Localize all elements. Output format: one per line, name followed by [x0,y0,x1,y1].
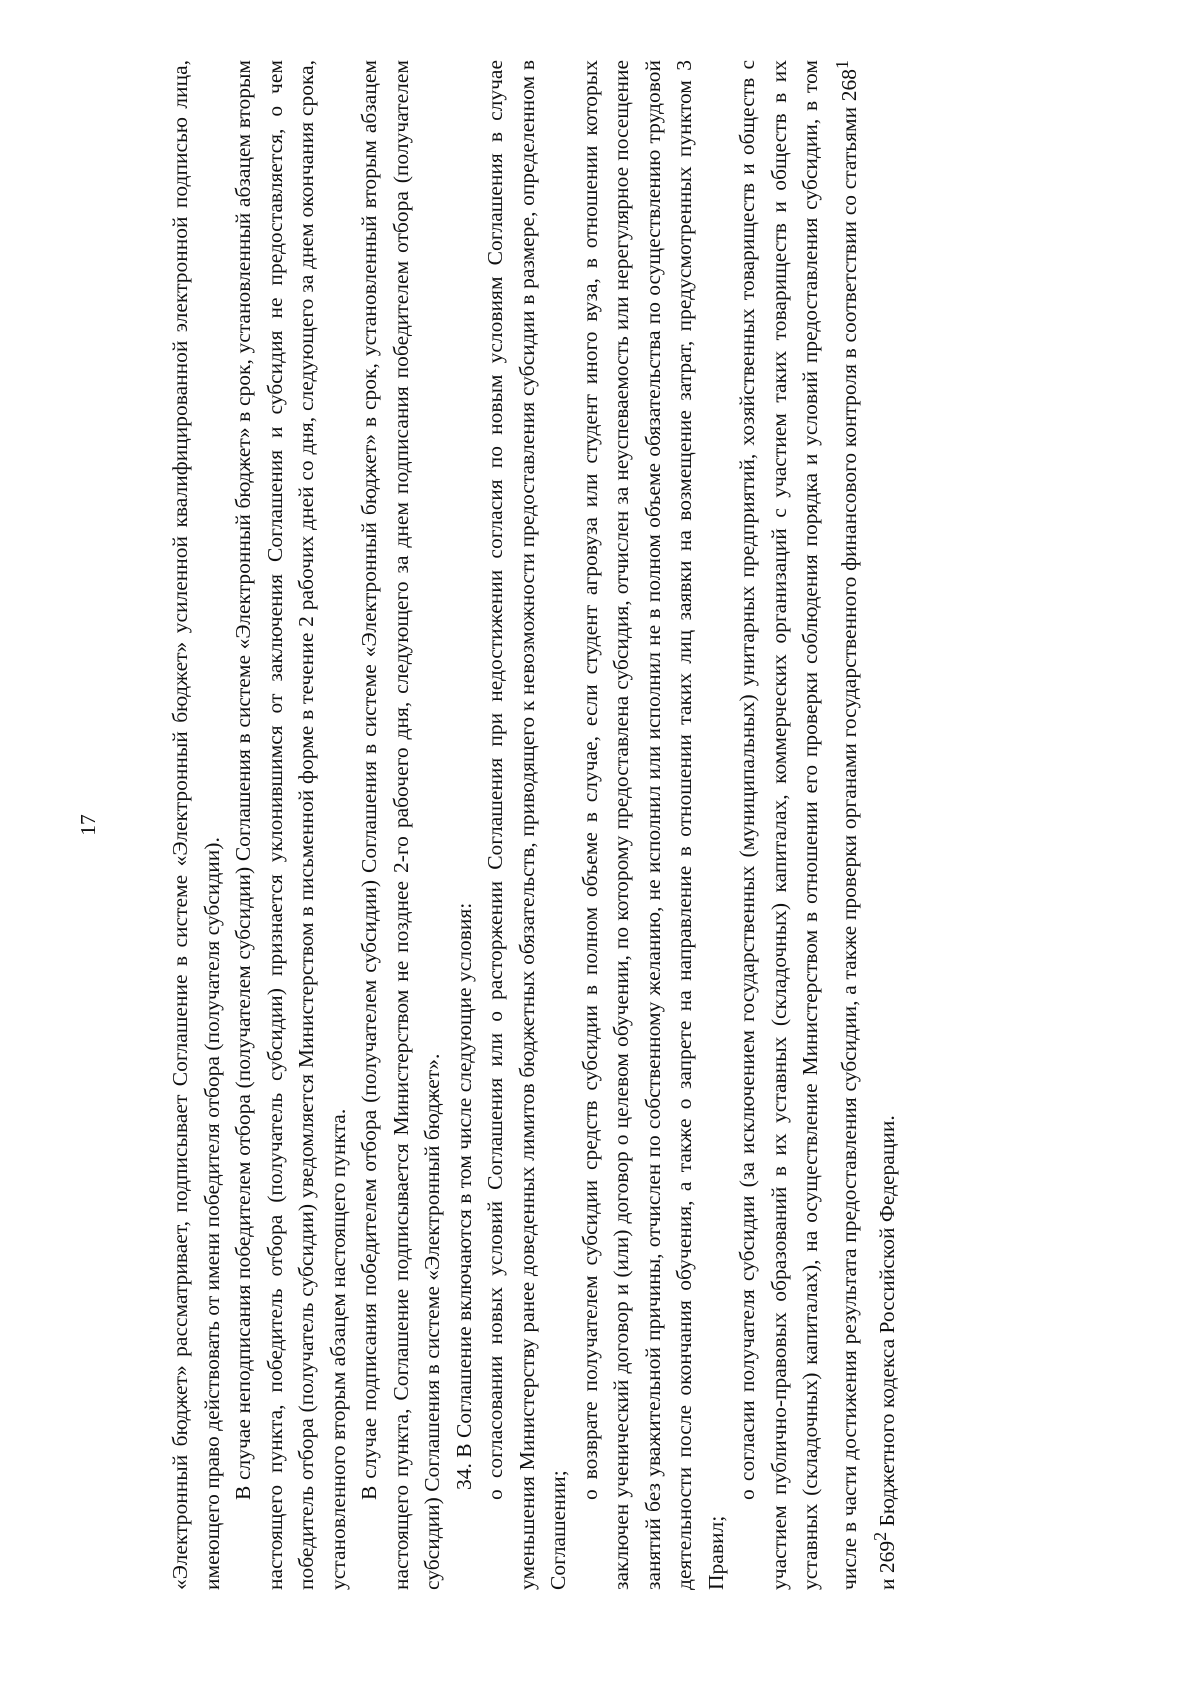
paragraph-5: о согласовании новых условий Соглашения или о расторжении Соглашения при недостижении согласия по новым условиям Соглашения в случае уменьшения Министерству ранее доведенных лимитов бюджетных обязательств, приводящего к невозможности предоставления субсидии в размере, определенном в Соглашении; [483,60,570,1590]
paragraph-7-text-a: о согласии получателя субсидии (за исключением государственных (муниципальных) унитарных предприятий, хозяйственных товариществ и обществ с участием публично-правовых образований в их уставных (складочных) капиталах, коммерческих организаций с участием таких товариществ и обществ в их уставных (складочных) капиталах), на осуществление Министерством в отношении его проверки соблюдения порядка и условий предоставления субсидии, в том числе в части достижения результата предоставления субсидии, а также проверки органами государственного финансового контроля в соответствии со статьями 268 [735,60,861,1590]
paragraph-3: В случае подписания победителем отбора (получателем субсидии) Соглашения в системе «Электронный бюджет» в срок, установленный вторым абзацем настоящего пункта, Соглашение подписывается Министерством не позднее 2-го рабочего дня, следующего за днем подписания победителем отбора (получателем субсидии) Соглашения в системе «Электронный бюджет». [357,60,444,1590]
paragraph-6: о возврате получателем субсидии средств субсидии в полном объеме в случае, если студент агровуза или студент иного вуза, в отношении которых заключен ученический договор и (или) договор о целевом обучении, по которому предоставлена субсидия, отчислен за неуспеваемость или нерегулярное посещение занятий без уважительной причины, отчислен по собственному желанию, не исполнил или исполнил не в полном объеме обязательства по осуществлению трудовой деятельности после окончания обучения, а также о запрете на направление в отношении таких лиц заявки на возмещение затрат, предусмотренных пунктом 3 Правил; [577,60,728,1590]
rotated-content [76,60,1065,1590]
paragraph-7 [732,60,904,1590]
paragraph-7-text-c: Бюджетного кодекса Российской Федерации. [875,1115,900,1532]
paragraph-4: 34. В Соглашение включаются в том числе следующие условия: [451,902,476,1490]
paragraph-1: «Электронный бюджет» рассматривает, подписывает Соглашение в системе «Электронный бюджет» усиленной квалифицированной электронной подписью лица, имеющего право действовать от имени победителя отбора (получателя субсидии). [168,60,224,1590]
paragraph-2: В случае неподписания победителем отбора (получателем субсидии) Соглашения в системе «Электронный бюджет» в срок, установленный абзацем вторым настоящего пункта, победитель отбора (получатель субсидии) признается уклонившимся от заключения Соглашения и субсидия не предоставляется, о чем победитель отбора (получатель субсидии) уведомляется Министерством в письменной форме в течение 2 рабочих дней со дня, следующего за днем окончания срока, установленного вторым абзацем настоящего пункта. [231,60,350,1590]
superscript-2: 2 [870,1531,891,1541]
paragraph-7-text-b: и 269 [875,1540,900,1590]
superscript-1: 1 [831,60,852,69]
page-number: 17 [76,814,100,836]
